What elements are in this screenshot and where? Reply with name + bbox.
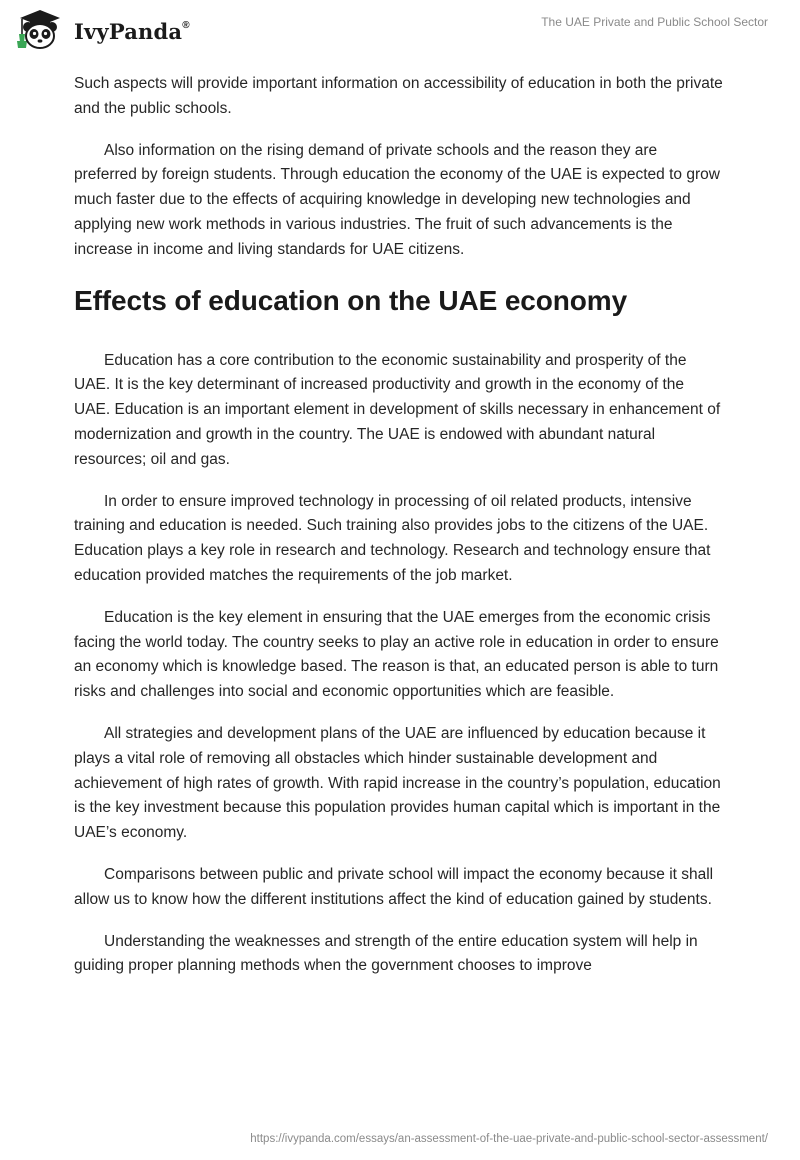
paragraph-4: All strategies and development plans of the UAE are influenced by education because it plays a vital role of removing all obstacles which hinder sustainable development and achievement of high rates of growth. With rapid increase in the country’s population, education is the key investment because this population provides human capital which is important in the UAE’s economy. xyxy=(74,724,721,842)
paragraph-2: In order to ensure improved technology in processing of oil related products, intensive training and education is needed. Such training also provides jobs to the citizens of the UAE. Education plays a key role in research and technology. Research and technology ensure that education provided matches the requirements of the job market. xyxy=(74,492,711,584)
source-url[interactable]: https://ivypanda.com/essays/an-assessment-of-the-uae-private-and-public-school-sector-assessment/ xyxy=(250,1133,768,1145)
paragraph-intro-1: Such aspects will provide important information on accessibility of education in both the private and the public schools. xyxy=(74,75,723,117)
paragraph-intro-2: Also information on the rising demand of private schools and the reason they are preferred by foreign students. Through education the economy of the UAE is expected to grow much faster due to the effects of acquiring knowledge in developing new technologies and applying new work methods in various industries. The fruit of such advancements is the increase in income and living standards for UAE citizens. xyxy=(74,141,720,258)
document-title: The UAE Private and Public School Sector xyxy=(541,15,768,29)
paragraph-1: Education has a core contribution to the economic sustainability and prosperity of the UAE. It is the key determinant of increased productivity and growth in the economy of the UAE. Education is an important element in development of skills necessary in enhancement of modernization and growth in the country. The UAE is endowed with abundant natural resources; oil and gas. xyxy=(74,351,721,468)
paragraph-6: Understanding the weaknesses and strength of the entire education system will help in guiding proper planning methods when the government chooses to improve xyxy=(74,932,698,975)
section-heading: Effects of education on the UAE economy xyxy=(74,284,628,316)
panda-graduate-icon xyxy=(14,8,66,52)
article-body xyxy=(74,72,724,996)
paragraph-3: Education is the key element in ensuring that the UAE emerges from the economic crisis facing the world today. The country seeks to play an active role in education in order to ensure an economy which is knowledge based. The reason is that, an educated person is able to turn risks and challenges into social and economic opportunities which are feasible. xyxy=(74,608,719,701)
ivypanda-logo[interactable] xyxy=(14,8,190,52)
registered-mark: ® xyxy=(182,19,190,31)
logo-wordmark: IvyPanda® xyxy=(74,18,190,44)
paragraph-5: Comparisons between public and private school will impact the economy because it shall allow us to know how the different institutions affect the kind of education gained by students. xyxy=(74,865,714,908)
page-header xyxy=(0,0,800,60)
